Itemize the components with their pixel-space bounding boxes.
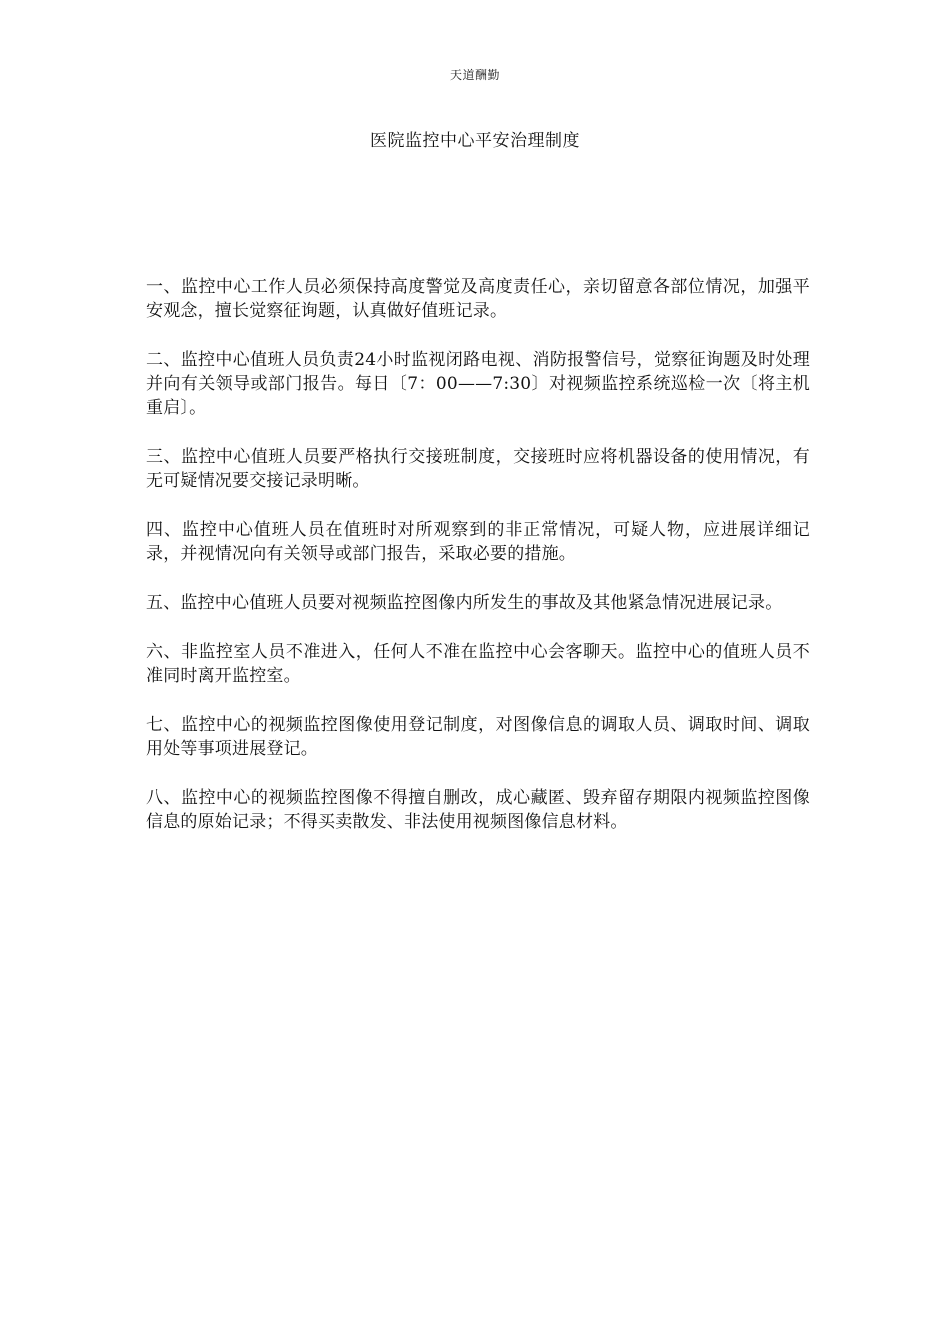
paragraph-1: 一、监控中心工作人员必须保持高度警觉及高度责任心，亲切留意各部位情况，加强平安观念，擅长觉察征询题，认真做好值班记录。 xyxy=(146,277,810,321)
paragraph-5: 五、监控中心值班人员要对视频监控图像内所发生的事故及其他紧急情况进展记录。 xyxy=(146,593,783,613)
document-title: 医院监控中心平安治理制度 xyxy=(370,131,580,151)
document-body xyxy=(146,275,810,834)
paragraph-2: 二、监控中心值班人员负责24小时监视闭路电视、消防报警信号，觉察征询题及时处理并向有关领导或部门报告。每日〔7：00——7:30〕对视频监控系统巡检一次〔将主机重启〕。 xyxy=(146,350,810,418)
paragraph-7: 七、监控中心的视频监控图像使用登记制度，对图像信息的调取人员、调取时间、调取用处等事项进展登记。 xyxy=(146,715,810,759)
paragraph-3: 三、监控中心值班人员要严格执行交接班制度，交接班时应将机器设备的使用情况，有无可疑情况要交接记录明晰。 xyxy=(146,447,810,491)
paragraph-6: 六、非监控室人员不准进入，任何人不准在监控中心会客聊天。监控中心的值班人员不准同时离开监控室。 xyxy=(146,642,810,686)
paragraph-8: 八、监控中心的视频监控图像不得擅自删改，成心藏匿、毁弃留存期限内视频监控图像信息的原始记录；不得买卖散发、非法使用视频图像信息材料。 xyxy=(146,788,810,832)
page-header: 天道酬勤 xyxy=(449,68,500,82)
paragraph-4: 四、监控中心值班人员在值班时对所观察到的非正常情况，可疑人物，应进展详细记录，并视情况向有关领导或部门报告，采取必要的措施。 xyxy=(146,520,810,564)
